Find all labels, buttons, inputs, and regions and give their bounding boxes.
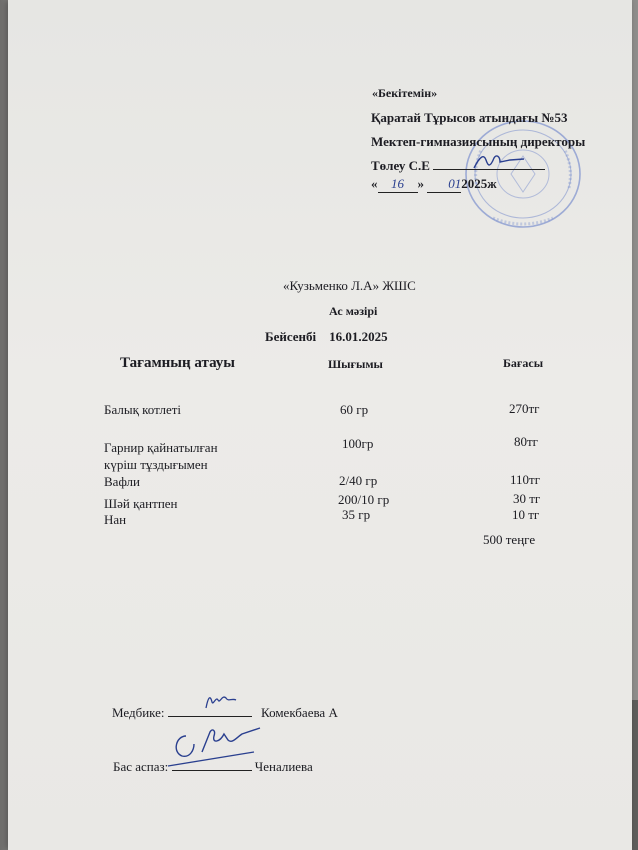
row-2-name: Гарнир қайнатылған: [104, 440, 218, 455]
total-price: 500 теңге: [483, 532, 536, 547]
approval-day: 16: [378, 176, 418, 193]
row-1-yield: 60 гр: [340, 402, 369, 417]
row-4-price: 30 тг: [513, 491, 541, 506]
cook-name: Ченалиева: [254, 759, 313, 774]
row-1-name: Балық котлеті: [104, 402, 182, 417]
director-name: Төлеу С.Е: [371, 158, 430, 173]
column-header-name: Тағамның атауы: [120, 355, 236, 371]
row-3-name: Вафли: [104, 474, 140, 489]
nurse-name: Комекбаева А: [261, 705, 338, 720]
row-5-yield: 35 гр: [342, 507, 371, 522]
row-3-yield: 2/40 гр: [339, 473, 378, 488]
approval-year: 2025ж: [461, 176, 497, 191]
menu-title: Ас мәзірі: [329, 304, 378, 318]
cook-label: Бас аспаз:: [113, 759, 169, 774]
company-name: «Кузьменко Л.А» ЖШС: [283, 278, 416, 293]
row-4-name: Шәй қантпен: [104, 496, 178, 511]
row-5-name: Нан: [104, 512, 127, 527]
row-3-price: 110тг: [510, 472, 541, 487]
approval-date: « 16 » 012025ж: [371, 176, 497, 191]
column-header-yield: Шығымы: [328, 357, 383, 371]
director-signature: [470, 150, 528, 176]
approval-position: Мектеп-гимназиясының директоры: [371, 134, 586, 149]
nurse-signature: [200, 688, 248, 714]
column-header-price: Бағасы: [503, 356, 544, 370]
row-2-yield: 100гр: [342, 436, 374, 451]
row-2-name-cont: күріш тұздығымен: [104, 457, 208, 472]
approval-title: «Бекітемін»: [372, 86, 438, 100]
cook-signature: [164, 722, 264, 772]
row-5-price: 10 тг: [512, 507, 540, 522]
approval-month: 01: [427, 176, 461, 193]
row-1-price: 270тг: [509, 401, 540, 416]
document-page: [8, 0, 632, 850]
nurse-label: Медбике:: [112, 705, 165, 720]
day-date: Бейсенбі 16.01.2025: [265, 329, 388, 344]
row-4-yield: 200/10 гр: [338, 492, 390, 507]
row-2-price: 80тг: [514, 434, 539, 449]
approval-school: Қаратай Тұрысов атындағы №53: [371, 110, 568, 125]
